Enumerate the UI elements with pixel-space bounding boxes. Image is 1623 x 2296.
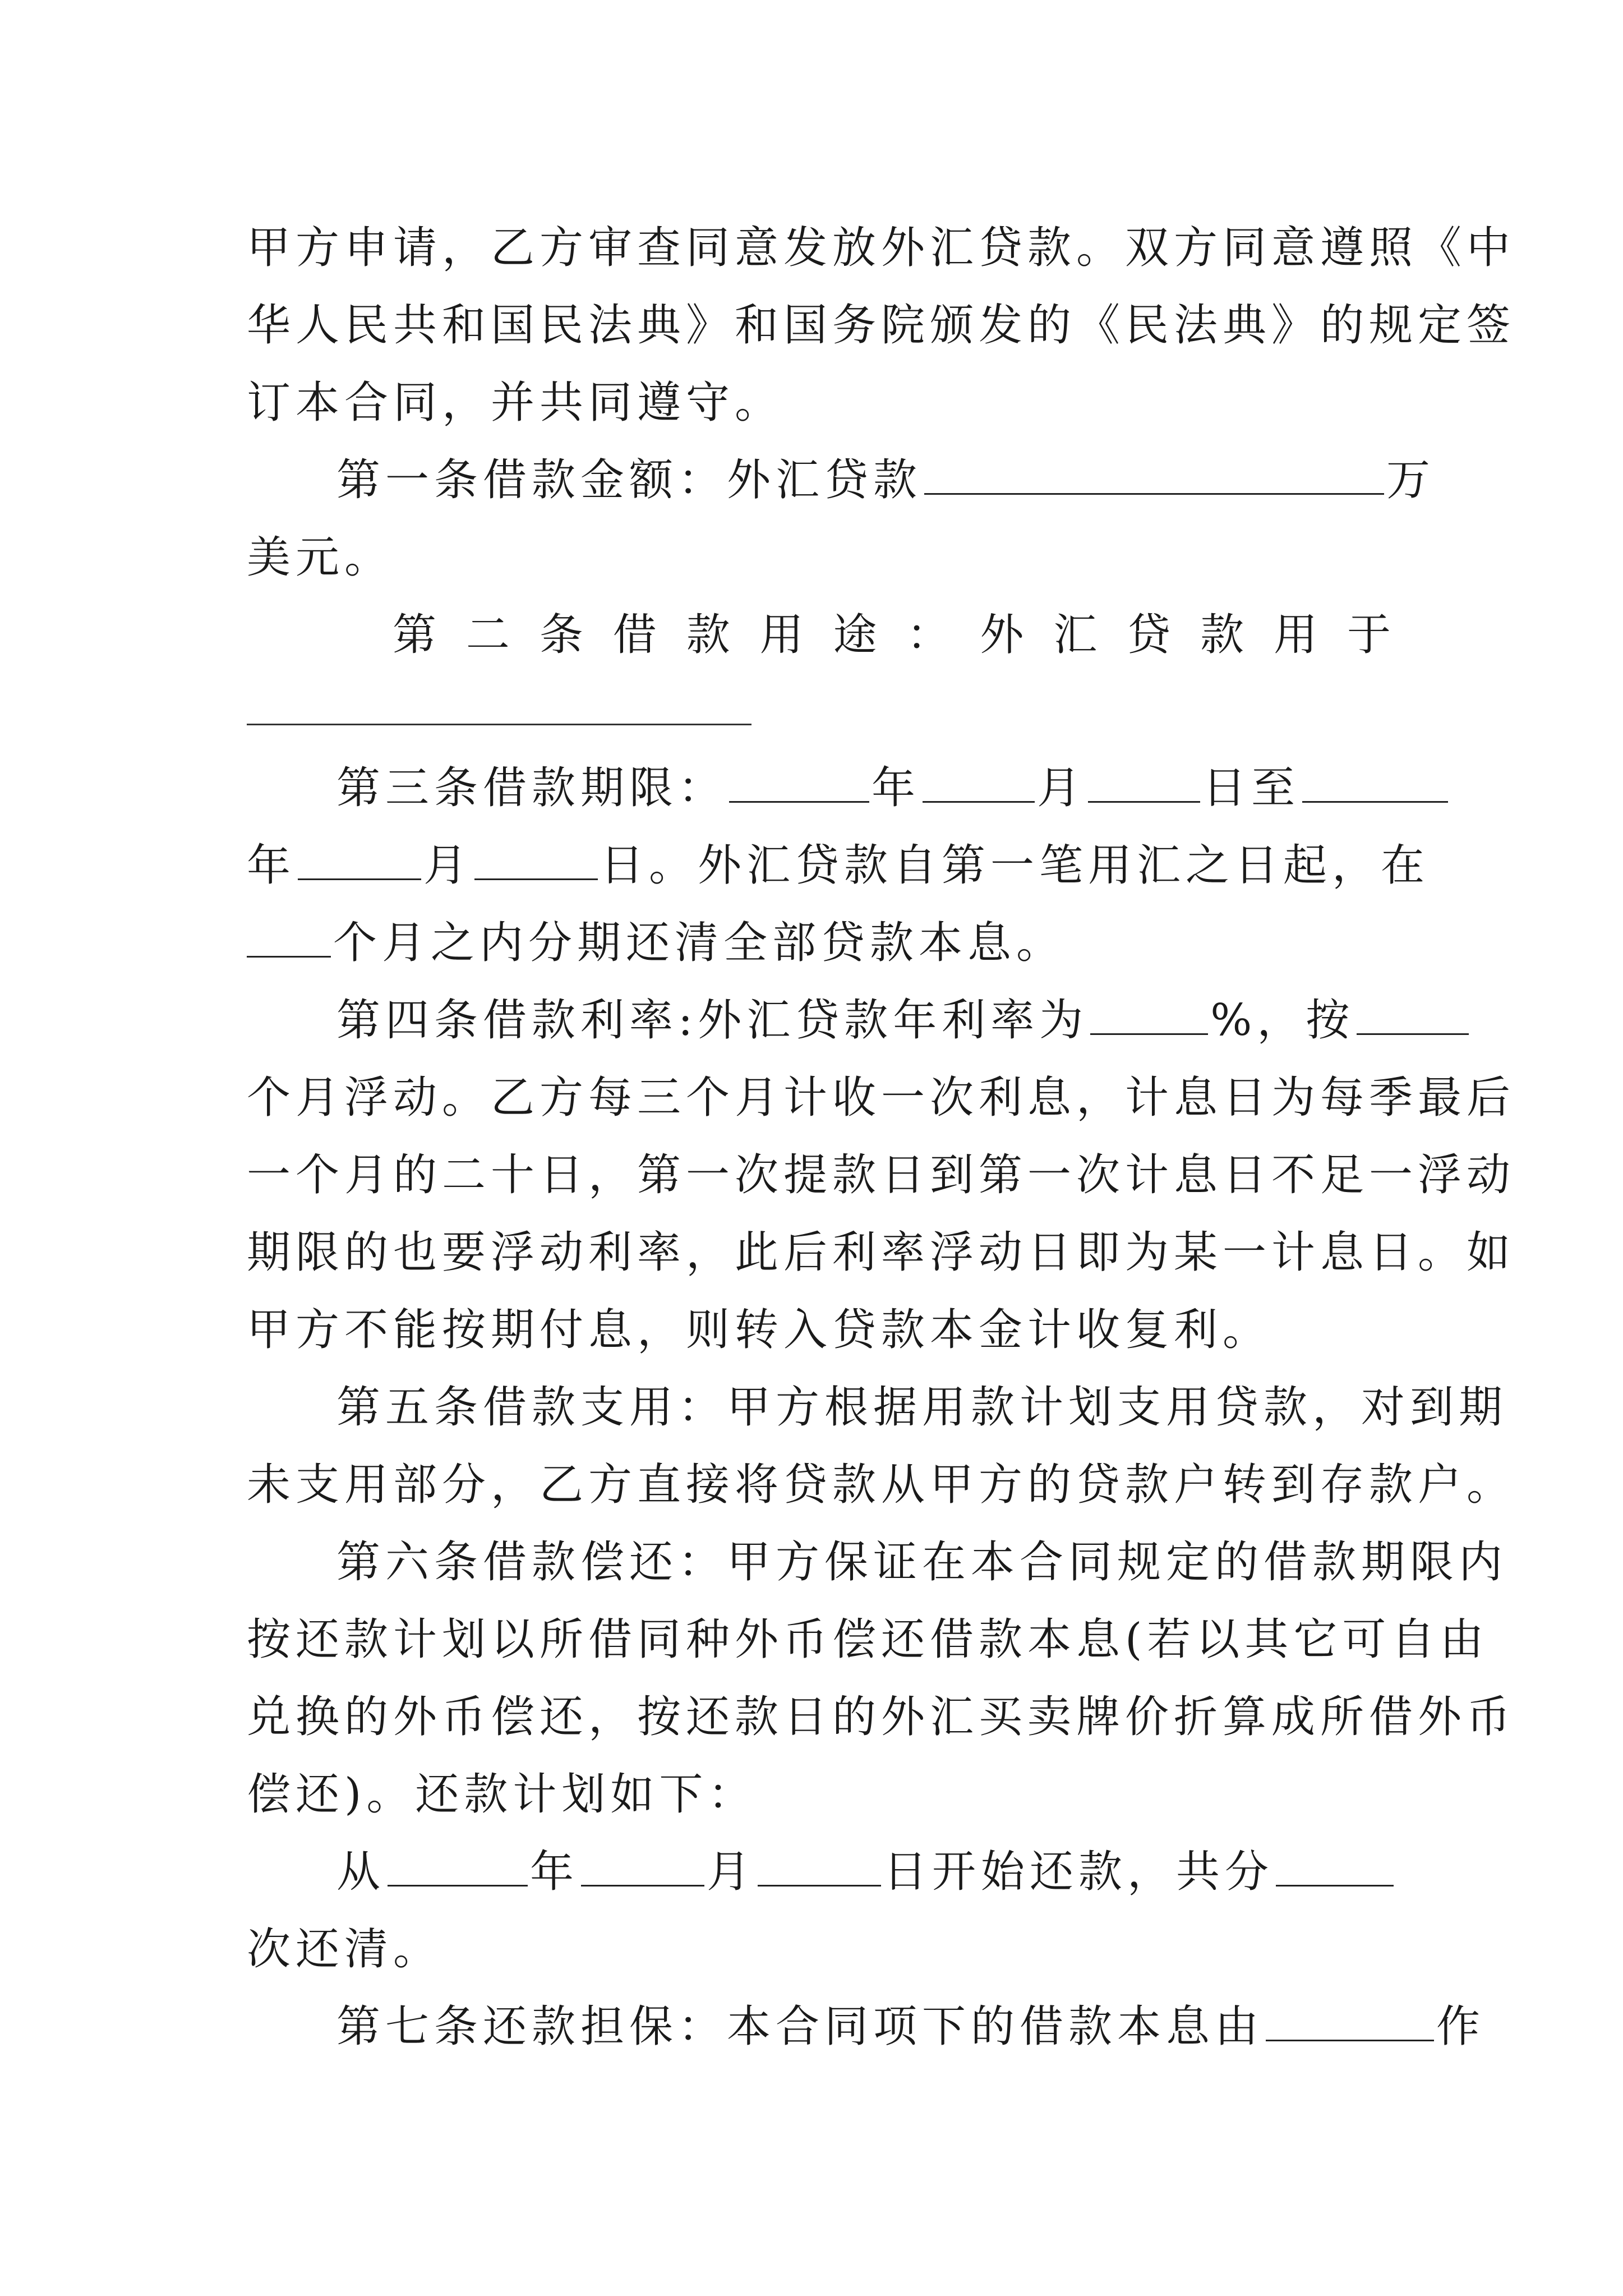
start-day-blank[interactable] [1088, 765, 1200, 803]
article-4-line-5: 甲方不能按期付息，则转入贷款本金计收复利。 [247, 1305, 1272, 1355]
article-2-char: 用 [759, 610, 804, 660]
article-4-line-3: 一个月的二十日，第一次提款日到第一次计息日不足一浮动 [247, 1150, 1516, 1200]
article-2-char: 款 [686, 610, 730, 660]
article-3-line-2 [247, 826, 1430, 905]
start-year-blank[interactable] [729, 765, 869, 803]
article-6-line-5 [336, 1833, 1391, 1911]
month-label-2: 月 [423, 840, 473, 891]
article-2-char: ： [906, 610, 951, 660]
article-2-char: 外 [980, 610, 1024, 660]
guarantor-blank[interactable] [1266, 2004, 1434, 2041]
article-5-line-2: 未支用部分，乙方直接将贷款从甲方的贷款户转到存款户。 [247, 1460, 1516, 1510]
article-6-line-4: 偿还)。还款计划如下： [247, 1769, 757, 1820]
end-year-blank[interactable] [1302, 765, 1448, 803]
article-2-char: 二 [465, 610, 510, 660]
article-2-char: 款 [1200, 610, 1244, 660]
article-6-line-1: 第六条借款偿还：甲方保证在本合同规定的借款期限内 [336, 1537, 1508, 1588]
article-2-char: 第 [393, 610, 437, 660]
article-2-char: 借 [612, 610, 657, 660]
from-label: 从 [336, 1847, 386, 1897]
repay-day-blank[interactable] [758, 1849, 881, 1887]
article-3-text: 日。外汇贷款自第一笔用汇之日起，在 [600, 840, 1430, 891]
article-5-line-1: 第五条借款支用：甲方根据用款计划支用贷款，对到期 [336, 1382, 1508, 1433]
end-day-blank[interactable] [474, 843, 598, 880]
article-2-line-1 [393, 596, 1391, 674]
article-3-line-1 [336, 749, 1391, 827]
repay-month-blank[interactable] [581, 1849, 704, 1887]
day-to-label: 日至 [1202, 763, 1301, 813]
article-2-char: 于 [1347, 610, 1391, 660]
article-1-text: 第一条借款金额：外汇贷款 [336, 455, 923, 505]
article-7-line-1 [336, 1987, 1486, 2066]
end-month-blank[interactable] [298, 843, 421, 880]
year-label: 年 [872, 763, 921, 813]
article-4-line-4: 期限的也要浮动利率，此后利率浮动日即为某一计息日。如 [247, 1227, 1516, 1278]
amount-blank[interactable] [924, 457, 1384, 495]
article-3-line-3 [247, 904, 1391, 982]
year-label-2: 年 [247, 840, 296, 891]
intro-line-1: 甲方申请，乙方审查同意发放外汇贷款。双方同意遵照《中 [247, 223, 1516, 273]
article-6-line-6: 次还清。 [247, 1924, 442, 1975]
repay-start-text: 日开始还款，共分 [883, 1847, 1274, 1897]
installments-blank[interactable] [1276, 1849, 1394, 1887]
article-1-unit: 万 [1386, 455, 1436, 505]
repay-year-label: 年 [530, 1847, 579, 1897]
rate-blank[interactable] [1090, 997, 1208, 1035]
repay-month-label: 月 [707, 1847, 756, 1897]
article-2-char: 用 [1274, 610, 1318, 660]
article-2-char: 贷 [1127, 610, 1171, 660]
purpose-blank[interactable] [247, 724, 751, 725]
start-month-blank[interactable] [923, 765, 1035, 803]
article-2-char: 汇 [1053, 610, 1098, 660]
article-1-line-2: 美元。 [247, 532, 394, 583]
float-months-blank[interactable] [1357, 997, 1469, 1035]
percent-label: %，按 [1210, 995, 1355, 1046]
repay-year-blank[interactable] [388, 1849, 528, 1887]
article-2-char: 途 [833, 610, 877, 660]
article-3-end: 个月之内分期还清全部贷款本息。 [333, 918, 1066, 968]
article-1-line-1 [336, 441, 1436, 519]
article-7-text: 第七条还款担保：本合同项下的借款本息由 [336, 2001, 1264, 2052]
intro-line-2: 华人民共和国民法典》和国务院颁发的《民法典》的规定签 [247, 300, 1516, 351]
article-4-label: 第四条借款利率:外汇贷款年利率为 [336, 995, 1089, 1046]
months-blank[interactable] [247, 920, 331, 958]
article-3-label: 第三条借款期限： [336, 763, 727, 813]
month-label: 月 [1037, 763, 1086, 813]
article-4-line-2: 个月浮动。乙方每三个月计收一次利息，计息日为每季最后 [247, 1073, 1516, 1123]
article-7-end: 作 [1436, 2001, 1486, 2052]
article-6-line-3: 兑换的外币偿还，按还款日的外汇买卖牌价折算成所借外币 [247, 1692, 1516, 1742]
article-2-char: 条 [539, 610, 583, 660]
article-6-line-2: 按还款计划以所借同种外币偿还借款本息(若以其它可自由 [247, 1614, 1489, 1665]
article-4-line-1 [336, 981, 1391, 1060]
intro-line-3: 订本合同，并共同遵守。 [247, 378, 784, 428]
